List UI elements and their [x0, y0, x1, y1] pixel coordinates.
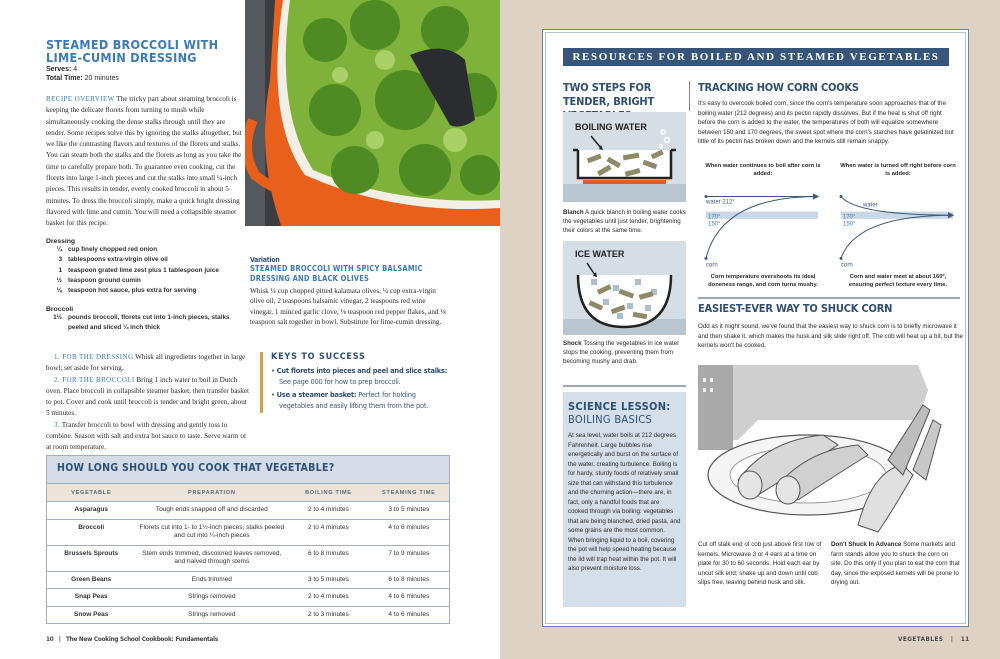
table-row: [47, 589, 449, 607]
blanch-caption: [563, 208, 688, 235]
science-title-line2: BOILING BASICS: [568, 413, 653, 426]
science-body: At sea level, water boils at 212 degrees Fahrenheit. Large bubbles rise energetically and burst on the surface of the water, creating turbulence. Boiling is for hardy, sturdy foods of relatively small size that can withstand this turbulence and the churning action—there are, in fact, only a handful foods that are cooked through via boiling: vegetables that are being blanched, dried pasta, and some grains are the most common. When bringing liquid to a boil, covering the pot will help speed heating because the lid will trap heat within the pot. It will also prevent moisture loss.: [568, 432, 681, 572]
ingredient-group-heading: Broccoli: [46, 306, 74, 313]
step-text: Bring 1 inch water to boil in Dutch oven. Place broccoli in collapsible steamer basket, then transfer basket to pot. Cover and cook until broccoli is tender and bright green, about 5 minutes.: [46, 375, 249, 418]
overview-kicker: RECIPE OVERVIEW: [46, 95, 115, 103]
ingredient-item: [46, 276, 246, 286]
band-high-label: 170°: [843, 214, 856, 221]
corn-line: [841, 215, 953, 258]
step-kicker: 3.: [54, 420, 61, 429]
corn-start-point: [840, 257, 843, 260]
preparation-cell: Strings removed: [135, 606, 288, 623]
ice-water-illustration: [563, 241, 686, 335]
column-header: VEGETABLE: [47, 484, 135, 502]
corn-label: corn: [841, 262, 853, 269]
blanch-bold: Blanch: [563, 209, 584, 216]
table-row: [47, 519, 449, 545]
water-start-point: [840, 195, 843, 198]
ingredient-qty: ¼: [56, 246, 62, 253]
shuck-body: Odd as it might sound, we've found that the easiest way to shuck corn is to briefly microwave it and then shake it, which makes the husk and silk slide right off. The cob will heat up a bit, but the kernels won't be cooked.: [698, 323, 963, 350]
preparation-cell: Florets cut into 1- to 1½-inch pieces, stalks peeled and cut into ¼-inch pieces: [135, 519, 288, 545]
keys-item-bold: Cut florets into pieces and peel and slice stalks:: [276, 366, 448, 375]
footer-separator: |: [950, 636, 954, 643]
table-title: HOW LONG SHOULD YOU COOK THAT VEGETABLE?: [47, 456, 449, 483]
step-kicker: 2. FOR THE BROCCOLI: [54, 375, 135, 384]
ingredient-group-dressing: [46, 238, 246, 296]
keys-item: • Use a steamer basket: Perfect for holding vegetables and easily lifting them from the pot.: [271, 390, 429, 410]
total-time-label: Total Time:: [46, 75, 83, 82]
resources-banner: RESOURCES FOR BOILED AND STEAMED VEGETABLES: [563, 48, 949, 66]
ice-water-label: ICE WATER: [575, 249, 625, 259]
ingredient-item: [46, 266, 246, 276]
serves-label: Serves:: [46, 66, 72, 73]
table-row: [47, 606, 449, 623]
water-start-point: [705, 195, 708, 198]
ingredient-text: teaspoon hot sauce, plus extra for serving: [68, 287, 197, 295]
variation-body: Whisk ¼ cup chopped pitted kalamata olives, ¼ cup extra-virgin olive oil, 2 teaspoons balsamic vinegar, 2 teaspoons red wine vinegar, 1 minced garlic clove, ⅛ teaspoon red pepper flakes, and ⅛ teaspoon salt together in bowl. Substitute for lime-cumin dressing.: [250, 287, 446, 326]
vegetable-cell: Broccoli: [47, 519, 135, 545]
dont-shuck-bold: Don't Shuck In Advance: [831, 541, 902, 548]
steaming-time-cell: 3 to 5 minutes: [369, 502, 449, 520]
step-kicker: 1. FOR THE DRESSING: [54, 353, 134, 361]
ingredient-item: [46, 286, 246, 296]
corn-start-point: [705, 257, 708, 260]
step-text: Transfer broccoli to bowl with dressing and gently toss to combine. Season with salt and extra hot sauce to taste. Serve warm or at room temperature.: [46, 420, 247, 452]
vegetable-cell: Green Beans: [47, 571, 135, 589]
steaming-time-cell: 4 to 6 minutes: [369, 519, 449, 545]
keys-item-text: Perfect for holding vegetables and easily lifting them from the pot.: [279, 390, 429, 410]
boiling-water-label: BOILING WATER: [575, 122, 647, 132]
right-page-footer: [898, 636, 970, 643]
table-body: [47, 502, 449, 624]
chart-2-caption: Corn and water meet at about 160°, ensuring perfect texture every time.: [848, 274, 948, 288]
chart-2: [833, 182, 963, 272]
step-text: Whisk all ingredients together in large bowl; set aside for serving.: [46, 353, 246, 373]
band-high-label: 170°: [708, 214, 721, 221]
boiling-water-illustration: [563, 112, 686, 202]
two-steps-title: TWO STEPS FOR TENDER, BRIGHT: [563, 81, 655, 108]
chart-1-title: When water continues to boil after corn is added:: [705, 163, 821, 177]
keys-item: • Cut florets into pieces and peel and slice stalks: See page 000 for how to prep broccoli.: [271, 366, 448, 386]
recipe-overview: [46, 94, 246, 230]
steaming-time-cell: 4 to 6 minutes: [369, 589, 449, 607]
steaming-time-cell: 4 to 6 minutes: [369, 606, 449, 623]
variation-title: STEAMED BROCCOLI WITH SPICY BALSAMIC DRESSING AND BLACK OLIVES: [250, 264, 423, 283]
ingredient-text: pounds broccoli, florets cut into 1-inch pieces, stalks peeled and sliced ¼ inch thick: [68, 314, 230, 332]
keys-to-success: [260, 352, 450, 413]
steaming-time-cell: 6 to 8 minutes: [369, 571, 449, 589]
corn-label: corn: [706, 262, 718, 269]
page-number: 10: [46, 636, 54, 643]
right-page: [500, 0, 1000, 659]
band-low-label: 150°: [708, 221, 721, 228]
column-divider: [689, 81, 690, 111]
ingredient-qty: 1½: [53, 314, 62, 321]
doneness-band: [706, 212, 818, 219]
vegetable-cell: Brussels Sprouts: [47, 545, 135, 571]
left-page-footer: [46, 636, 218, 643]
vegetable-cell: Snap Peas: [47, 589, 135, 607]
serves: [46, 66, 77, 73]
shock-caption: [563, 339, 688, 366]
ingredient-qty: ½: [56, 276, 62, 284]
cooking-time-table: [46, 455, 450, 624]
column-header: BOILING TIME: [288, 484, 368, 502]
total-time-value: 20 minutes: [84, 75, 119, 82]
boiling-time-cell: 6 to 8 minutes: [288, 545, 368, 571]
preparation-cell: Stem ends trimmed, discolored leaves removed, and halved through stems: [135, 545, 288, 571]
variation: [250, 256, 450, 327]
water-label: water: [863, 202, 878, 209]
boiling-time-cell: 2 to 3 minutes: [288, 606, 368, 623]
shuck-caption-right: [831, 540, 961, 588]
serves-value: 4: [73, 66, 78, 73]
corn-shucking-illustration: [698, 360, 958, 535]
corn-title: TRACKING HOW CORN COOKS: [698, 81, 859, 94]
ingredient-text: teaspoon ground cumin: [68, 276, 141, 284]
shuck-title: EASIEST-EVER WAY TO SHUCK CORN: [698, 302, 893, 315]
ingredient-qty: 1: [58, 266, 62, 274]
ingredient-group-heading: Dressing: [46, 238, 76, 245]
ingredient-text: tablespoons extra-virgin olive oil: [68, 256, 168, 264]
column-header: STEAMING TIME: [369, 484, 449, 502]
boiling-time-cell: 2 to 4 minutes: [288, 519, 368, 545]
chart-1-caption: Corn temperature overshoots its ideal doneness range, and corn turns mushy.: [708, 274, 818, 288]
preparation-cell: Ends trimmed: [135, 571, 288, 589]
total-time: [46, 75, 119, 82]
table-header-row: [47, 484, 449, 502]
step: [46, 375, 251, 420]
ingredient-item: [46, 245, 246, 255]
boiling-time-cell: 3 to 5 minutes: [288, 571, 368, 589]
ingredient-text: cup finely chopped red onion: [68, 246, 158, 253]
broccoli-photo: [245, 0, 500, 236]
shock-bold: Shock: [563, 340, 582, 347]
preparation-cell: Strings removed: [135, 589, 288, 607]
shock-text: Tossing the vegetables in ice water stops the cooking, preventing them from becoming mushy and drab.: [563, 340, 680, 365]
blanch-text: A quick blanch in boiling water cooks the vegetables until just tender, brightening their colors at the same time.: [563, 209, 686, 234]
column-header: PREPARATION: [135, 484, 288, 502]
ingredient-qty: 3: [58, 256, 62, 264]
table-row: [47, 545, 449, 571]
band-low-label: 150°: [843, 221, 856, 228]
chart-1: [698, 182, 828, 272]
recipe-steps: [46, 352, 251, 454]
ingredient-text: teaspoon grated lime zest plus 1 tablespoon juice: [68, 266, 219, 274]
table-row: [47, 571, 449, 589]
vegetable-cell: Asparagus: [47, 502, 135, 520]
section-name: VEGETABLES: [898, 636, 944, 643]
book-title: The New Cooking School Cookbook: Fundamentals: [66, 636, 219, 643]
step: [46, 352, 251, 375]
water-label: water 212°: [706, 199, 735, 206]
boiling-time-cell: 2 to 4 minutes: [288, 502, 368, 520]
science-lesson: [563, 392, 686, 607]
boiling-time-cell: 2 to 4 minutes: [288, 589, 368, 607]
ingredient-item: [46, 255, 246, 265]
corn-line: [706, 196, 818, 258]
page-number: 11: [960, 636, 970, 643]
keys-item-text: See page 000 for how to prep broccoli.: [279, 377, 401, 386]
ingredient-group-broccoli: [46, 306, 246, 334]
steaming-time-cell: 7 to 9 minutes: [369, 545, 449, 571]
keys-title: KEYS TO SUCCESS: [271, 352, 366, 362]
divider: [563, 385, 686, 387]
step: [46, 420, 251, 454]
table: [47, 483, 449, 623]
preparation-cell: Tough ends snapped off and discarded: [135, 502, 288, 520]
footer-separator: |: [58, 636, 61, 643]
ingredient-qty: ⅛: [56, 287, 62, 295]
dont-shuck-text: Some markets and farm stands allow you to shuck the corn on site. Do this only if you plan to eat the corn that day, since the exposed kernels will be prone to drying out.: [831, 541, 960, 587]
divider: [698, 297, 960, 299]
resources-panel: [542, 29, 969, 627]
recipe-title: STEAMED BROCCOLI WITH LIME-CUMIN DRESSING: [46, 37, 219, 65]
shuck-caption-left: Cut off stalk end of cob just above first row of kernels. Microwave 3 or 4 ears at a time on plate for 30 to 60 seconds. Hold each ear by uncut silk end; shake up and down until cob slips free, leaving behind husk and silk.: [698, 541, 822, 587]
corn-body: It's easy to overcook boiled corn, since the corn's temperature soon approaches that of the boiling water (212 degrees) and its pectin rapidly dissolves. But if the heat is shut off right before the corn is added to the water, the temperatures of both will equalize somewhere between 150 and 170 degrees, the sweet spot where the corn's starches have gelatinized but little of its pectin has broken down and the kernels still remain snappy.: [698, 100, 954, 146]
table-row: [47, 502, 449, 520]
variation-label: Variation: [250, 256, 280, 264]
vegetable-cell: Snow Peas: [47, 606, 135, 623]
overview-text: The tricky part about steaming broccoli is keeping the delicate florets from turning to mush while simultaneously cooking the dense stalks through until they are tender. Some recipes solve this by ignoring the stalks altogether, but we like the contrasting flavors and textures of the florets and stalks. You can steam both the stalks and the florets as long as you take the time to carefully prepare both. To guarantee even cooking, cut the florets into large 1-inch pieces and cut the stalks into small ¼-inch pieces. This results in tender, evenly cooked broccoli in about 5 minutes. To dress the broccoli simply, make a quick bright dressing flavored with lime and cumin. You will need a collapsible steamer basket for this recipe.: [46, 95, 242, 228]
chart-2-title: When water is turned off right before corn is added:: [840, 163, 956, 177]
keys-item-bold: Use a steamer basket:: [276, 390, 357, 399]
science-title-line1: SCIENCE LESSON:: [568, 400, 671, 413]
ingredient-item: [46, 313, 246, 334]
